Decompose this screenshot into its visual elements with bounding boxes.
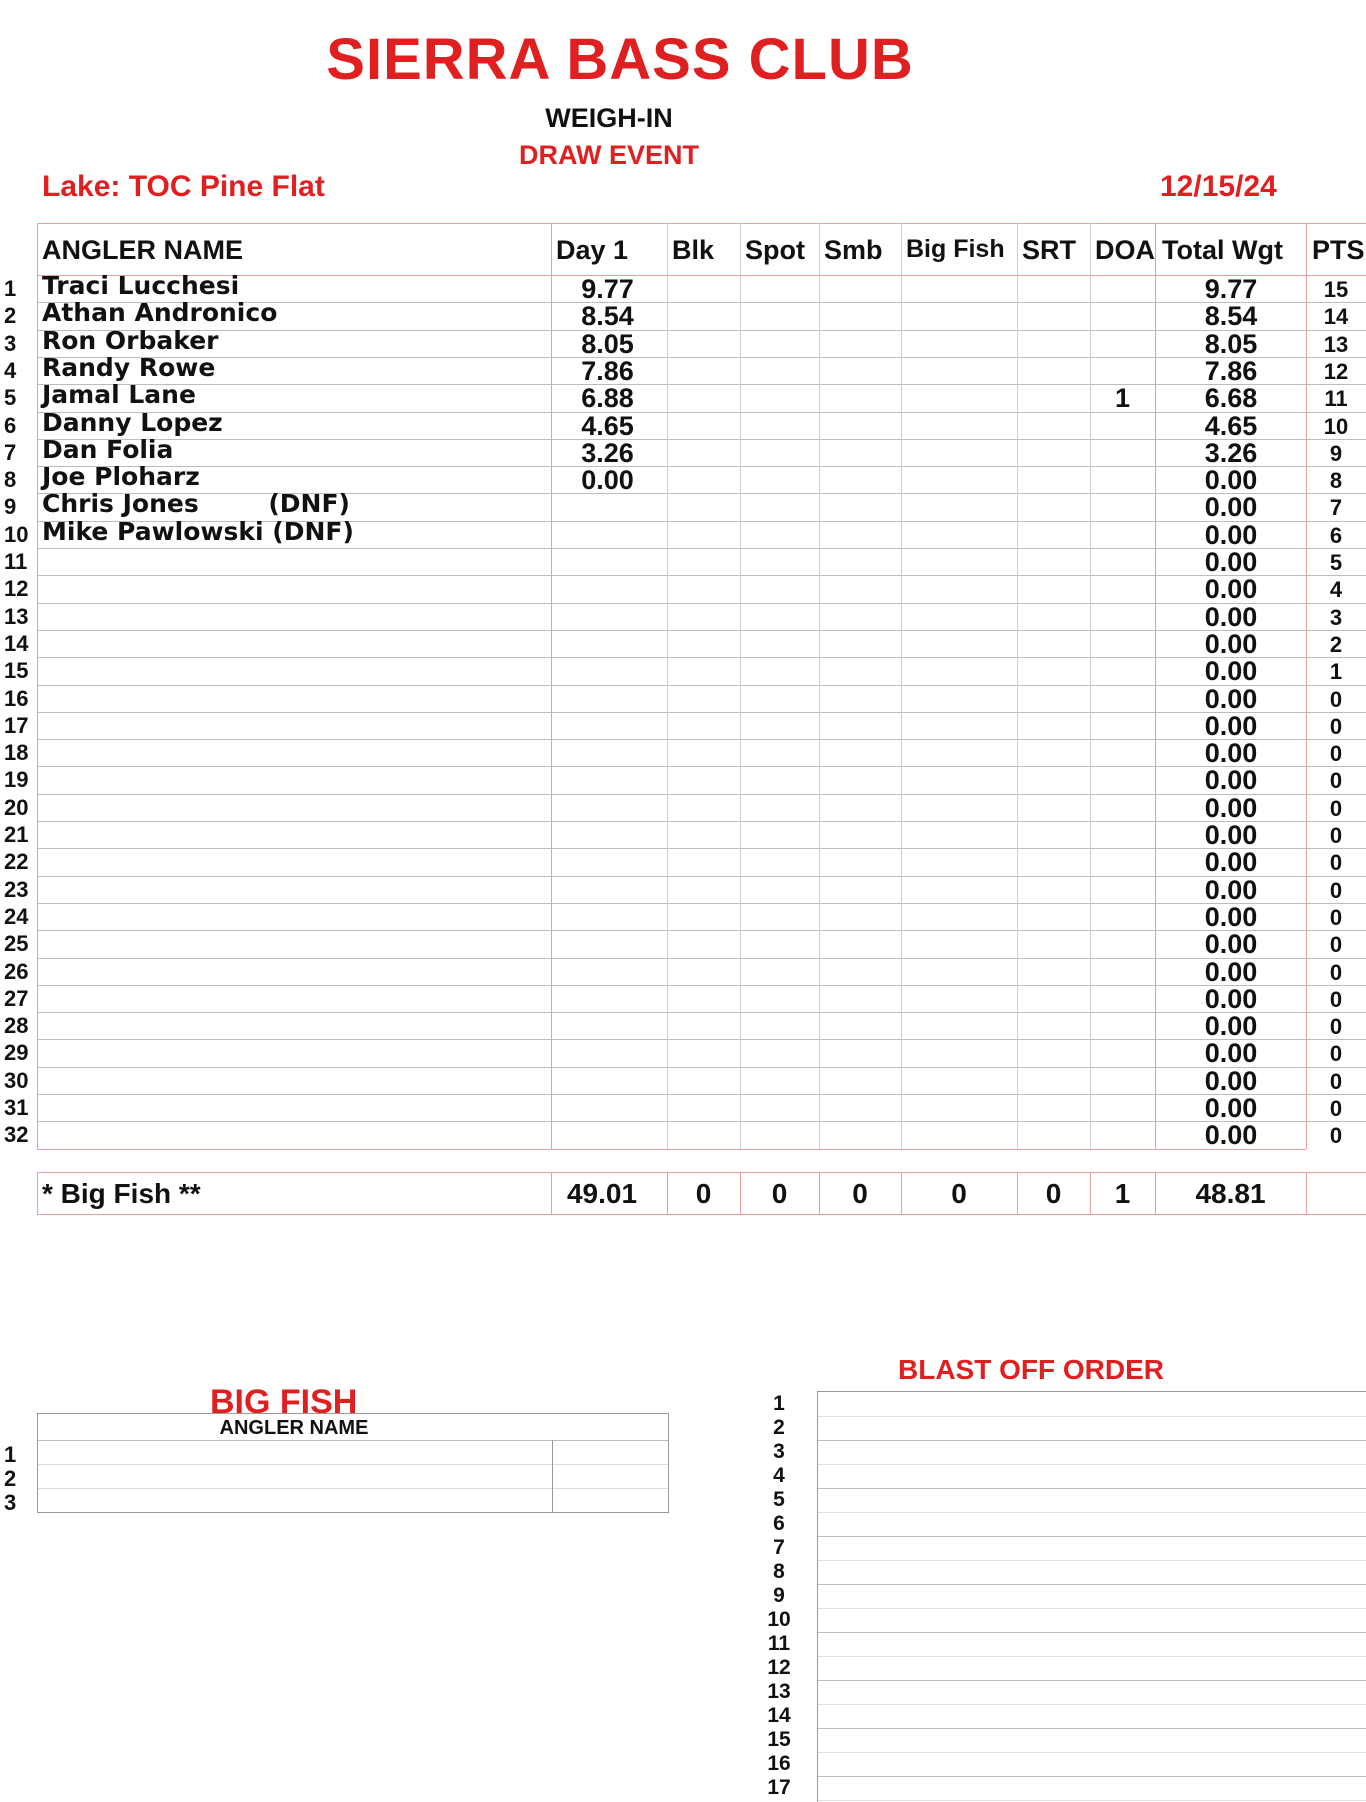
totals-smb: 0 — [852, 1178, 868, 1209]
header-day-1: Day 1 — [556, 235, 629, 265]
day-1-weight: 0.00 — [581, 465, 634, 496]
blast-off-row-number: 5 — [773, 1488, 785, 1511]
totals-day-1: 49.01 — [566, 1178, 638, 1209]
angler-name: Danny Lopez — [42, 407, 223, 437]
header-spot: Spot — [745, 235, 805, 265]
total-weight: 0.00 — [1204, 847, 1258, 878]
header-pts: PTS — [1312, 235, 1365, 265]
total-weight: 0.00 — [1204, 574, 1258, 605]
row-number: 29 — [4, 1040, 29, 1066]
points: 0 — [1329, 1096, 1343, 1121]
blast-off-row-number: 13 — [767, 1680, 791, 1703]
header-angler-name: ANGLER NAME — [42, 235, 243, 265]
row-number: 1 — [4, 276, 17, 301]
totals-srt: 0 — [1045, 1178, 1062, 1209]
totals-row — [0, 1172, 1366, 1214]
row-number: 9 — [4, 494, 17, 520]
row-number: 6 — [4, 412, 17, 438]
lake-label: Lake: TOC Pine Flat — [42, 170, 325, 203]
row-number: 14 — [4, 630, 29, 656]
blast-off-row-number: 1 — [773, 1392, 785, 1415]
big-fish-angler-name-header: ANGLER NAME — [219, 1417, 369, 1439]
points: 3 — [1329, 604, 1343, 630]
row-number: 18 — [4, 740, 29, 766]
total-weight: 0.00 — [1204, 492, 1258, 523]
weigh-in-table — [0, 221, 1366, 1151]
points: 13 — [1323, 331, 1349, 357]
total-weight: 0.00 — [1204, 874, 1258, 905]
row-number: 23 — [4, 876, 29, 902]
total-weight: 8.05 — [1204, 328, 1258, 359]
points: 7 — [1329, 495, 1343, 521]
points: 4 — [1329, 577, 1343, 603]
doa-value: 1 — [1114, 383, 1131, 414]
points: 8 — [1329, 468, 1343, 494]
row-number: 19 — [4, 767, 29, 793]
blast-off-row-number: 15 — [767, 1728, 791, 1751]
total-weight: 0.00 — [1204, 465, 1258, 496]
header-doa: DOA — [1095, 235, 1155, 265]
points: 10 — [1323, 413, 1349, 439]
points: 0 — [1329, 768, 1343, 794]
angler-name: Joe Ploharz — [42, 462, 200, 492]
row-number: 15 — [4, 658, 29, 684]
row-number: 28 — [4, 1013, 29, 1039]
header-blk: Blk — [672, 235, 715, 265]
angler-name: Ron Orbaker — [42, 325, 219, 355]
row-number: 13 — [4, 603, 29, 629]
header-srt: SRT — [1022, 235, 1076, 265]
blast-off-row-number: 9 — [773, 1584, 785, 1607]
blast-off-row-number: 4 — [773, 1464, 785, 1487]
points: 15 — [1323, 277, 1349, 302]
big-fish-title: BIG FISH — [210, 1383, 358, 1421]
row-number: 5 — [4, 385, 17, 411]
total-weight: 6.68 — [1204, 383, 1258, 414]
row-number: 12 — [4, 576, 29, 602]
row-number: 3 — [4, 330, 17, 356]
points: 0 — [1329, 1123, 1343, 1149]
total-weight: 7.86 — [1204, 355, 1258, 386]
blast-off-row-number: 7 — [773, 1536, 785, 1559]
blast-off-row-number: 11 — [767, 1632, 791, 1655]
row-number: 22 — [4, 849, 29, 875]
totals-label: * Big Fish ** — [42, 1178, 201, 1209]
points: 0 — [1329, 795, 1343, 821]
row-number: 25 — [4, 931, 29, 957]
row-number: 10 — [4, 521, 29, 547]
blast-off-row-number: 2 — [773, 1416, 785, 1439]
angler-name: Chris Jones (DNF) — [42, 489, 350, 519]
blast-off-row-number: 17 — [767, 1776, 791, 1799]
blast-off-order-table — [817, 1391, 1366, 1802]
day-1-weight: 4.65 — [581, 410, 634, 441]
total-weight: 3.26 — [1204, 437, 1258, 468]
total-weight: 0.00 — [1204, 929, 1258, 960]
row-number: 4 — [4, 357, 17, 383]
total-weight: 9.77 — [1204, 274, 1258, 304]
blast-off-row-number: 14 — [767, 1704, 791, 1727]
total-weight: 0.00 — [1204, 628, 1258, 659]
row-number: 27 — [4, 985, 29, 1011]
big-fish-row-number: 1 — [4, 1442, 17, 1467]
totals-total-wgt: 48.81 — [1195, 1178, 1266, 1209]
total-weight: 0.00 — [1204, 1038, 1258, 1069]
blast-off-order-title: BLAST OFF ORDER — [898, 1354, 1164, 1385]
points: 0 — [1329, 713, 1343, 739]
total-weight: 0.00 — [1204, 710, 1258, 741]
total-weight: 8.54 — [1204, 301, 1258, 332]
totals-blk: 0 — [695, 1178, 712, 1209]
total-weight: 0.00 — [1204, 683, 1258, 714]
row-number: 2 — [4, 303, 17, 329]
points: 0 — [1329, 959, 1343, 985]
day-1-weight: 6.88 — [581, 383, 634, 414]
total-weight: 0.00 — [1204, 792, 1258, 823]
angler-name: Randy Rowe — [42, 352, 216, 382]
header-big-fish: Big Fish — [906, 235, 1005, 263]
angler-name: Jamal Lane — [42, 380, 196, 410]
points: 0 — [1329, 686, 1343, 712]
blast-off-row-number: 16 — [767, 1752, 791, 1775]
row-number: 32 — [4, 1122, 29, 1148]
header-total-wgt: Total Wgt — [1162, 235, 1283, 265]
day-1-weight: 8.54 — [581, 301, 634, 332]
day-1-weight: 3.26 — [581, 437, 634, 468]
angler-name: Dan Folia — [42, 434, 174, 464]
points: 0 — [1329, 1068, 1343, 1094]
row-number: 8 — [4, 467, 17, 493]
angler-name: Traci Lucchesi — [42, 271, 240, 300]
points: 2 — [1329, 631, 1343, 657]
row-number: 24 — [4, 903, 29, 929]
row-number: 21 — [4, 822, 29, 847]
points: 0 — [1329, 850, 1343, 876]
total-weight: 0.00 — [1204, 601, 1258, 632]
total-weight: 0.00 — [1204, 738, 1258, 769]
points: 6 — [1329, 522, 1343, 548]
total-weight: 0.00 — [1204, 656, 1258, 687]
club-title: SIERRA BASS CLUB — [326, 27, 914, 92]
points: 14 — [1323, 304, 1349, 330]
blast-off-row-number: 8 — [773, 1560, 785, 1583]
blast-off-row-number: 10 — [767, 1608, 791, 1631]
total-weight: 0.00 — [1204, 1093, 1258, 1123]
row-number: 17 — [4, 712, 29, 738]
day-1-weight: 7.86 — [581, 355, 634, 386]
blast-off-row-number: 12 — [767, 1656, 791, 1679]
total-weight: 4.65 — [1204, 410, 1258, 441]
points: 11 — [1324, 386, 1348, 412]
total-weight: 0.00 — [1204, 1065, 1258, 1096]
points: 0 — [1329, 823, 1343, 848]
row-number: 31 — [4, 1095, 29, 1120]
totals-big-fish: 0 — [951, 1178, 967, 1209]
total-weight: 0.00 — [1204, 956, 1258, 987]
total-weight: 0.00 — [1204, 901, 1258, 932]
angler-name: Mike Pawlowski (DNF) — [42, 516, 354, 546]
row-number: 16 — [4, 685, 29, 711]
total-weight: 0.00 — [1204, 519, 1258, 550]
total-weight: 0.00 — [1204, 1120, 1258, 1151]
big-fish-row-number: 2 — [4, 1466, 17, 1491]
blast-off-row-number: 6 — [773, 1512, 785, 1535]
row-number: 7 — [4, 439, 17, 465]
angler-name: Athan Andronico — [42, 298, 278, 328]
points: 0 — [1329, 932, 1343, 958]
points: 0 — [1329, 741, 1343, 767]
total-weight: 0.00 — [1204, 765, 1258, 796]
total-weight: 0.00 — [1204, 547, 1258, 577]
points: 0 — [1329, 1041, 1343, 1067]
points: 12 — [1323, 358, 1349, 384]
points: 5 — [1329, 550, 1343, 575]
points: 1 — [1329, 659, 1343, 685]
points: 0 — [1329, 986, 1343, 1012]
blast-off-row-number: 3 — [773, 1440, 785, 1463]
totals-spot: 0 — [771, 1178, 788, 1209]
totals-doa: 1 — [1114, 1178, 1131, 1209]
points: 0 — [1329, 1014, 1343, 1040]
day-1-weight: 9.77 — [581, 274, 634, 304]
points: 0 — [1329, 877, 1343, 903]
points: 9 — [1329, 440, 1343, 466]
weigh-in-heading: WEIGH-IN — [545, 103, 673, 133]
points: 0 — [1329, 904, 1343, 930]
day-1-weight: 8.05 — [581, 328, 634, 359]
big-fish-row-number: 3 — [4, 1490, 17, 1515]
total-weight: 0.00 — [1204, 820, 1258, 850]
row-number: 30 — [4, 1067, 29, 1093]
row-number: 20 — [4, 794, 29, 820]
event-type: DRAW EVENT — [518, 140, 699, 170]
row-number: 26 — [4, 958, 29, 984]
event-date: 12/15/24 — [1160, 170, 1277, 203]
row-number: 11 — [4, 549, 28, 574]
total-weight: 0.00 — [1204, 1011, 1258, 1042]
total-weight: 0.00 — [1204, 983, 1258, 1014]
header-smb: Smb — [824, 235, 883, 265]
